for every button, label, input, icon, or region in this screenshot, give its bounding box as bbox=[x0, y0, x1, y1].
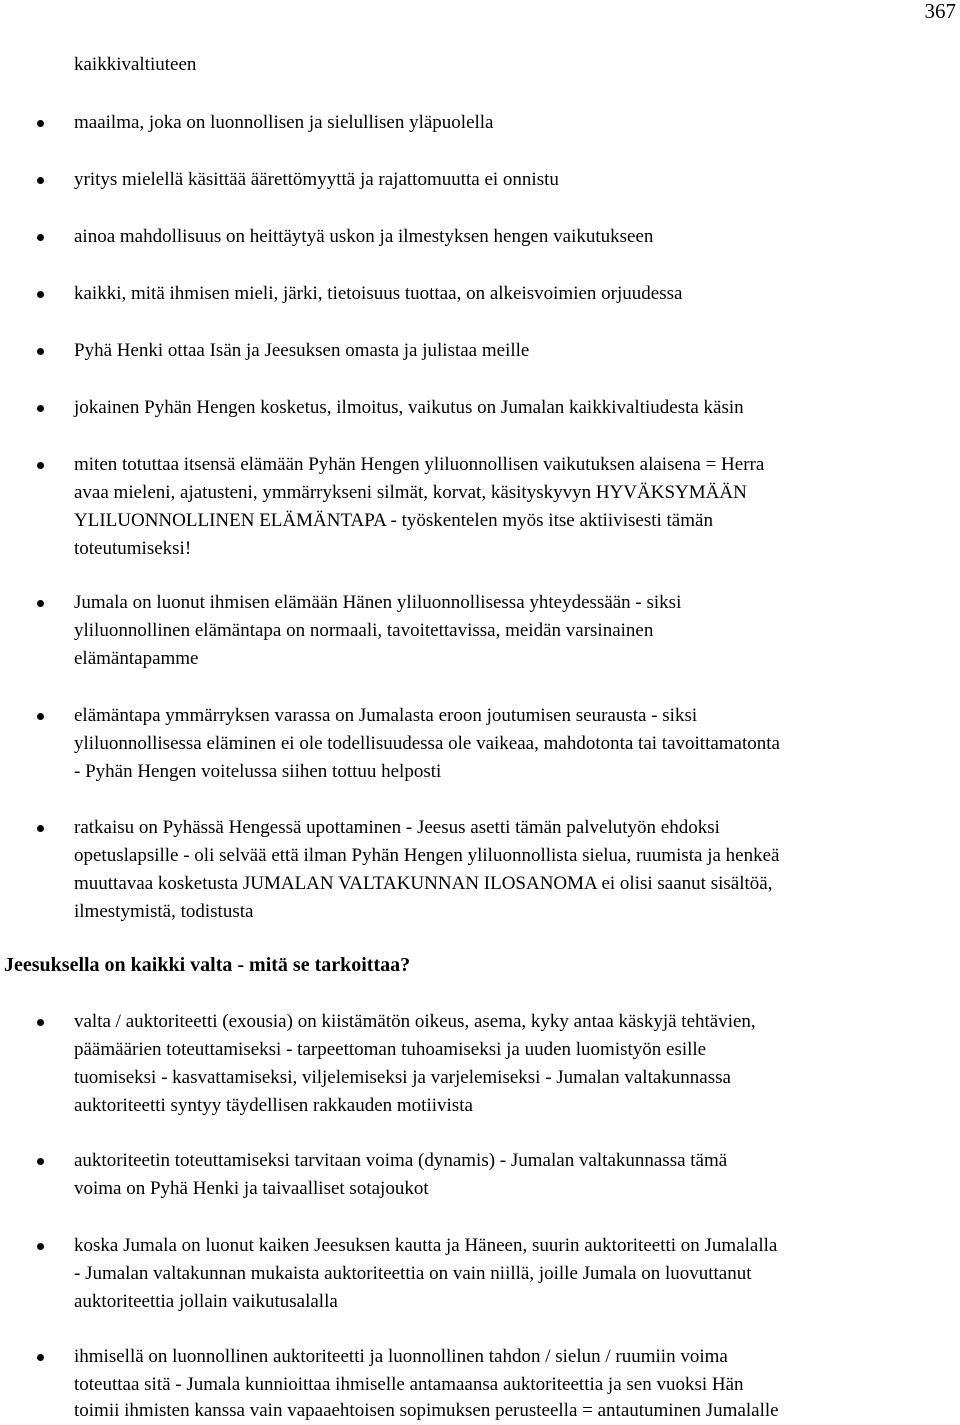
list-item-text: päämäärien toteuttamiseksi - tarpeettoman tuhoamiseksi ja uuden luomistyön esille bbox=[74, 1039, 707, 1060]
bullet-icon bbox=[37, 291, 44, 298]
intro-line: kaikkivaltiuteen bbox=[74, 54, 197, 75]
list-item-text: toimii ihmisten kanssa vain vapaaehtoisen sopimuksen perusteella = antautuminen Jumalalle bbox=[74, 1400, 779, 1421]
bullet-icon bbox=[37, 177, 44, 184]
bullet-icon bbox=[37, 600, 44, 607]
list-item-text: yliluonnollinen elämäntapa on normaali, tavoitettavissa, meidän varsinainen bbox=[74, 620, 654, 641]
list-item-text: Pyhä Henki ottaa Isän ja Jeesuksen omasta ja julistaa meille bbox=[74, 340, 530, 361]
bullet-icon bbox=[37, 234, 44, 241]
page-number: 367 bbox=[924, 0, 956, 23]
list-item-text: toteuttaa sitä - Jumala kunnioittaa ihmiselle antamaansa auktoriteettia ja sen vuoksi Hän bbox=[74, 1374, 744, 1395]
list-item-text: kaikki, mitä ihmisen mieli, järki, tietoisuus tuottaa, on alkeisvoimien orjuudessa bbox=[74, 283, 683, 304]
list-item-text: yliluonnollisessa eläminen ei ole todellisuudessa ole vaikeaa, mahdotonta tai tavoittamatonta bbox=[74, 733, 780, 754]
section-heading: Jeesuksella on kaikki valta - mitä se tarkoittaa? bbox=[4, 954, 411, 976]
list-item-text: elämäntapamme bbox=[74, 648, 199, 669]
bullet-icon bbox=[37, 1354, 44, 1361]
list-item-text: miten totuttaa itsensä elämään Pyhän Hengen yliluonnollisen vaikutuksen alaisena = Herra bbox=[74, 454, 765, 475]
list-item-text: muuttavaa kosketusta JUMALAN VALTAKUNNAN ILOSANOMA ei olisi saanut sisältöä, bbox=[74, 873, 773, 894]
list-item-text: - Jumalan valtakunnan mukaista auktoriteettia on vain niillä, joille Jumala on luovuttanut bbox=[74, 1263, 752, 1284]
list-item-text: valta / auktoriteetti (exousia) on kiistämätön oikeus, asema, kyky antaa käskyjä tehtävien, bbox=[74, 1011, 756, 1032]
list-item-text: voima on Pyhä Henki ja taivaalliset sotajoukot bbox=[74, 1178, 429, 1199]
list-item-text: avaa mieleni, ajatusteni, ymmärrykseni silmät, korvat, käsityskyvyn HYVÄKSYMÄÄN bbox=[74, 482, 747, 503]
list-item-text: ihmisellä on luonnollinen auktoriteetti ja luonnollinen tahdon / sielun / ruumiin voima bbox=[74, 1346, 728, 1367]
bullet-icon bbox=[37, 713, 44, 720]
list-item-text: - Pyhän Hengen voitelussa siihen tottuu helposti bbox=[74, 761, 442, 782]
list-item-text: ainoa mahdollisuus on heittäytyä uskon ja ilmestyksen hengen vaikutukseen bbox=[74, 226, 654, 247]
bullet-icon bbox=[37, 1019, 44, 1026]
list-item-text: yritys mielellä käsittää äärettömyyttä ja rajattomuutta ei onnistu bbox=[74, 169, 559, 190]
bullet-icon bbox=[37, 120, 44, 127]
list-item-text: koska Jumala on luonut kaiken Jeesuksen kautta ja Häneen, suurin auktoriteetti on Jumalalla bbox=[74, 1235, 778, 1256]
list-item-text: jokainen Pyhän Hengen kosketus, ilmoitus, vaikutus on Jumalan kaikkivaltiudesta käsin bbox=[74, 397, 744, 418]
list-item-text: Jumala on luonut ihmisen elämään Hänen yliluonnollisessa yhteydessään - siksi bbox=[74, 592, 682, 613]
list-item-text: toteutumiseksi! bbox=[74, 538, 192, 559]
list-item-text: ratkaisu on Pyhässä Hengessä upottaminen - Jeesus asetti tämän palvelutyön ehdoksi bbox=[74, 817, 720, 838]
list-item-text: opetuslapsille - oli selvää että ilman Pyhän Hengen yliluonnollista sielua, ruumista ja henkeä bbox=[74, 845, 780, 866]
list-item-text: elämäntapa ymmärryksen varassa on Jumalasta eroon joutumisen seurausta - siksi bbox=[74, 705, 698, 726]
list-item-text: ilmestymistä, todistusta bbox=[74, 901, 254, 922]
list-item-text: tuomiseksi - kasvattamiseksi, viljelemiseksi ja varjelemiseksi - Jumalan valtakunnassa bbox=[74, 1067, 731, 1088]
bullet-icon bbox=[37, 1243, 44, 1250]
list-item-text: maailma, joka on luonnollisen ja sielullisen yläpuolella bbox=[74, 112, 494, 133]
bullet-icon bbox=[37, 825, 44, 832]
bullet-icon bbox=[37, 348, 44, 355]
bullet-icon bbox=[37, 462, 44, 469]
bullet-icon bbox=[37, 405, 44, 412]
list-item-text: auktoriteettia jollain vaikutusalalla bbox=[74, 1291, 338, 1312]
list-item-text: YLILUONNOLLINEN ELÄMÄNTAPA - työskentelen myös itse aktiivisesti tämän bbox=[74, 510, 713, 531]
list-item-text: auktoriteetti syntyy täydellisen rakkauden motiivista bbox=[74, 1095, 473, 1116]
bullet-icon bbox=[37, 1158, 44, 1165]
list-item-text: auktoriteetin toteuttamiseksi tarvitaan voima (dynamis) - Jumalan valtakunnassa tämä bbox=[74, 1150, 728, 1171]
